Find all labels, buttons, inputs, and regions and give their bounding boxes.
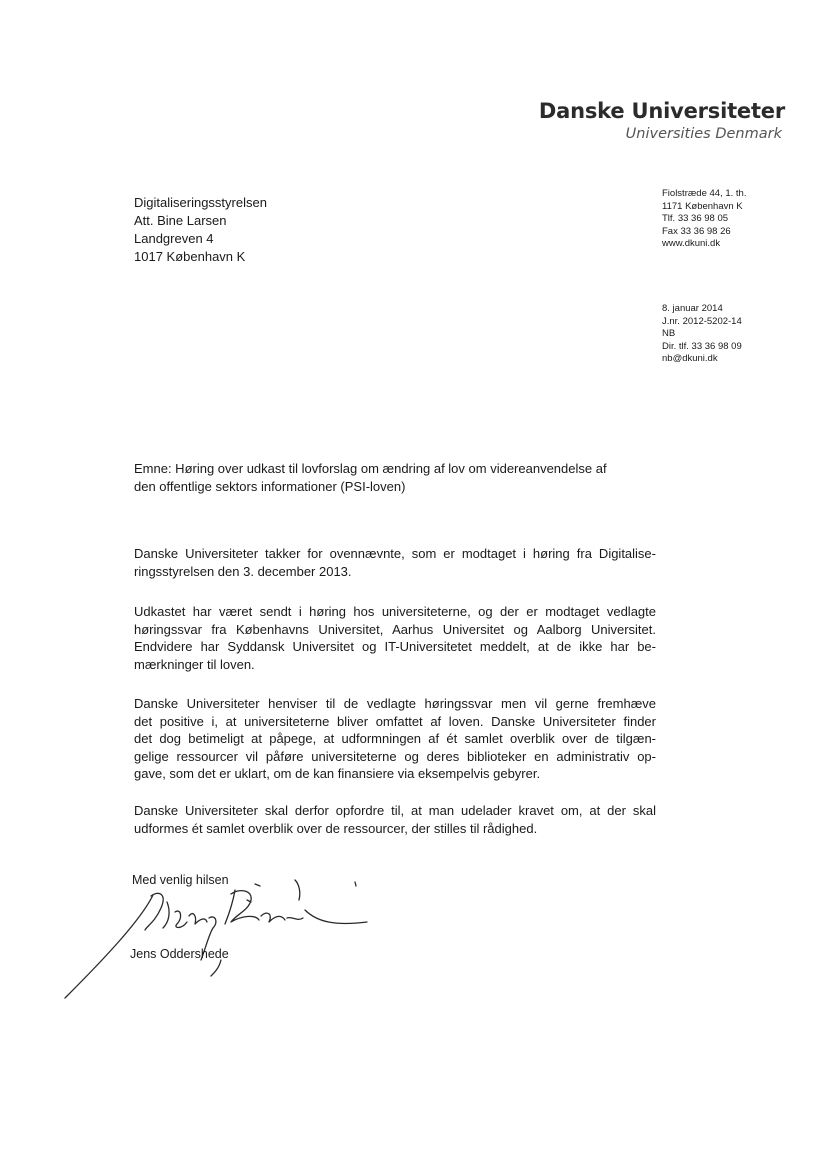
- letter-meta: [662, 303, 742, 366]
- recipient-address: [134, 194, 267, 266]
- body-line: høringssvar fra Københavns Universitet, Aarhus Universitet og Aalborg Universitet.: [134, 621, 656, 637]
- subject-line: den offentlige sektors informationer (PSI-loven): [134, 479, 406, 494]
- contact-line: 1171 København K: [662, 200, 743, 212]
- body-line: Danske Universiteter takker for ovennævnte, som er modtaget i høring fra Digitalise-: [134, 546, 656, 561]
- recipient-line: 1017 København K: [134, 249, 246, 264]
- email: nb@dkuni.dk: [662, 353, 718, 364]
- org-logo-name: Danske Universiteter: [538, 99, 785, 123]
- body-line: Udkastet har været sendt i høring hos universiteterne, og der er modtaget vedlagte: [134, 604, 656, 619]
- handwritten-signature: [55, 860, 385, 1010]
- body-paragraph-3: [134, 695, 656, 783]
- body-paragraph-2: [134, 603, 656, 673]
- body-line: gave, som det er uklart, om de kan finansiere via eksempelvis gebyrer.: [134, 766, 541, 781]
- contact-line: www.dkuni.dk: [662, 238, 721, 249]
- signer-name: Jens Oddershede: [130, 947, 229, 961]
- letter-date: 8. januar 2014: [662, 303, 723, 314]
- closing-greeting: Med venlig hilsen: [132, 873, 229, 887]
- journal-number: J.nr. 2012-5202-14: [662, 315, 742, 327]
- sender-contact: [662, 188, 746, 251]
- body-line: mærkninger til loven.: [134, 656, 255, 672]
- contact-line: Tlf. 33 36 98 05: [662, 213, 729, 224]
- subject-line: Emne: Høring over udkast til lovforslag om ændring af lov om videreanvendelse af: [134, 461, 607, 476]
- body-line: ringsstyrelsen den 3. december 2013.: [134, 563, 352, 579]
- recipient-line: Landgreven 4: [134, 231, 214, 246]
- body-paragraph-4: [134, 802, 656, 837]
- contact-line: Fax 33 36 98 26: [662, 225, 731, 237]
- body-line: det dog betimeligt at påpege, at udformningen af ét samlet overblik over de tilgæn-: [134, 731, 656, 746]
- direct-phone: Dir. tlf. 33 36 98 09: [662, 340, 742, 352]
- body-line: Danske Universiteter skal derfor opfordre til, at man udelader kravet om, at der skal: [134, 803, 656, 818]
- body-paragraph-1: [134, 545, 656, 580]
- body-line: Danske Universiteter henviser til de vedlagte høringssvar men vil gerne fremhæve: [134, 696, 656, 711]
- recipient-line: Digitaliseringsstyrelsen: [134, 195, 267, 210]
- org-logo-subtitle: Universities Denmark: [625, 126, 782, 142]
- recipient-line: Att. Bine Larsen: [134, 213, 227, 228]
- body-line: udformes ét samlet overblik over de ressourcer, der stilles til rådighed.: [134, 820, 538, 836]
- body-line: Endvidere har Syddansk Universitet og IT-Universitetet meddelt, at de ikke har be-: [134, 639, 656, 654]
- letter-subject: [134, 460, 654, 496]
- body-line: det positive i, at universiteterne bliver omfattet af loven. Danske Universiteter finder: [134, 713, 656, 729]
- initials: NB: [662, 328, 676, 339]
- contact-line: Fiolstræde 44, 1. th.: [662, 188, 747, 199]
- body-line: gelige ressourcer vil påføre universiteterne og deres biblioteker en administrativ op-: [134, 748, 656, 764]
